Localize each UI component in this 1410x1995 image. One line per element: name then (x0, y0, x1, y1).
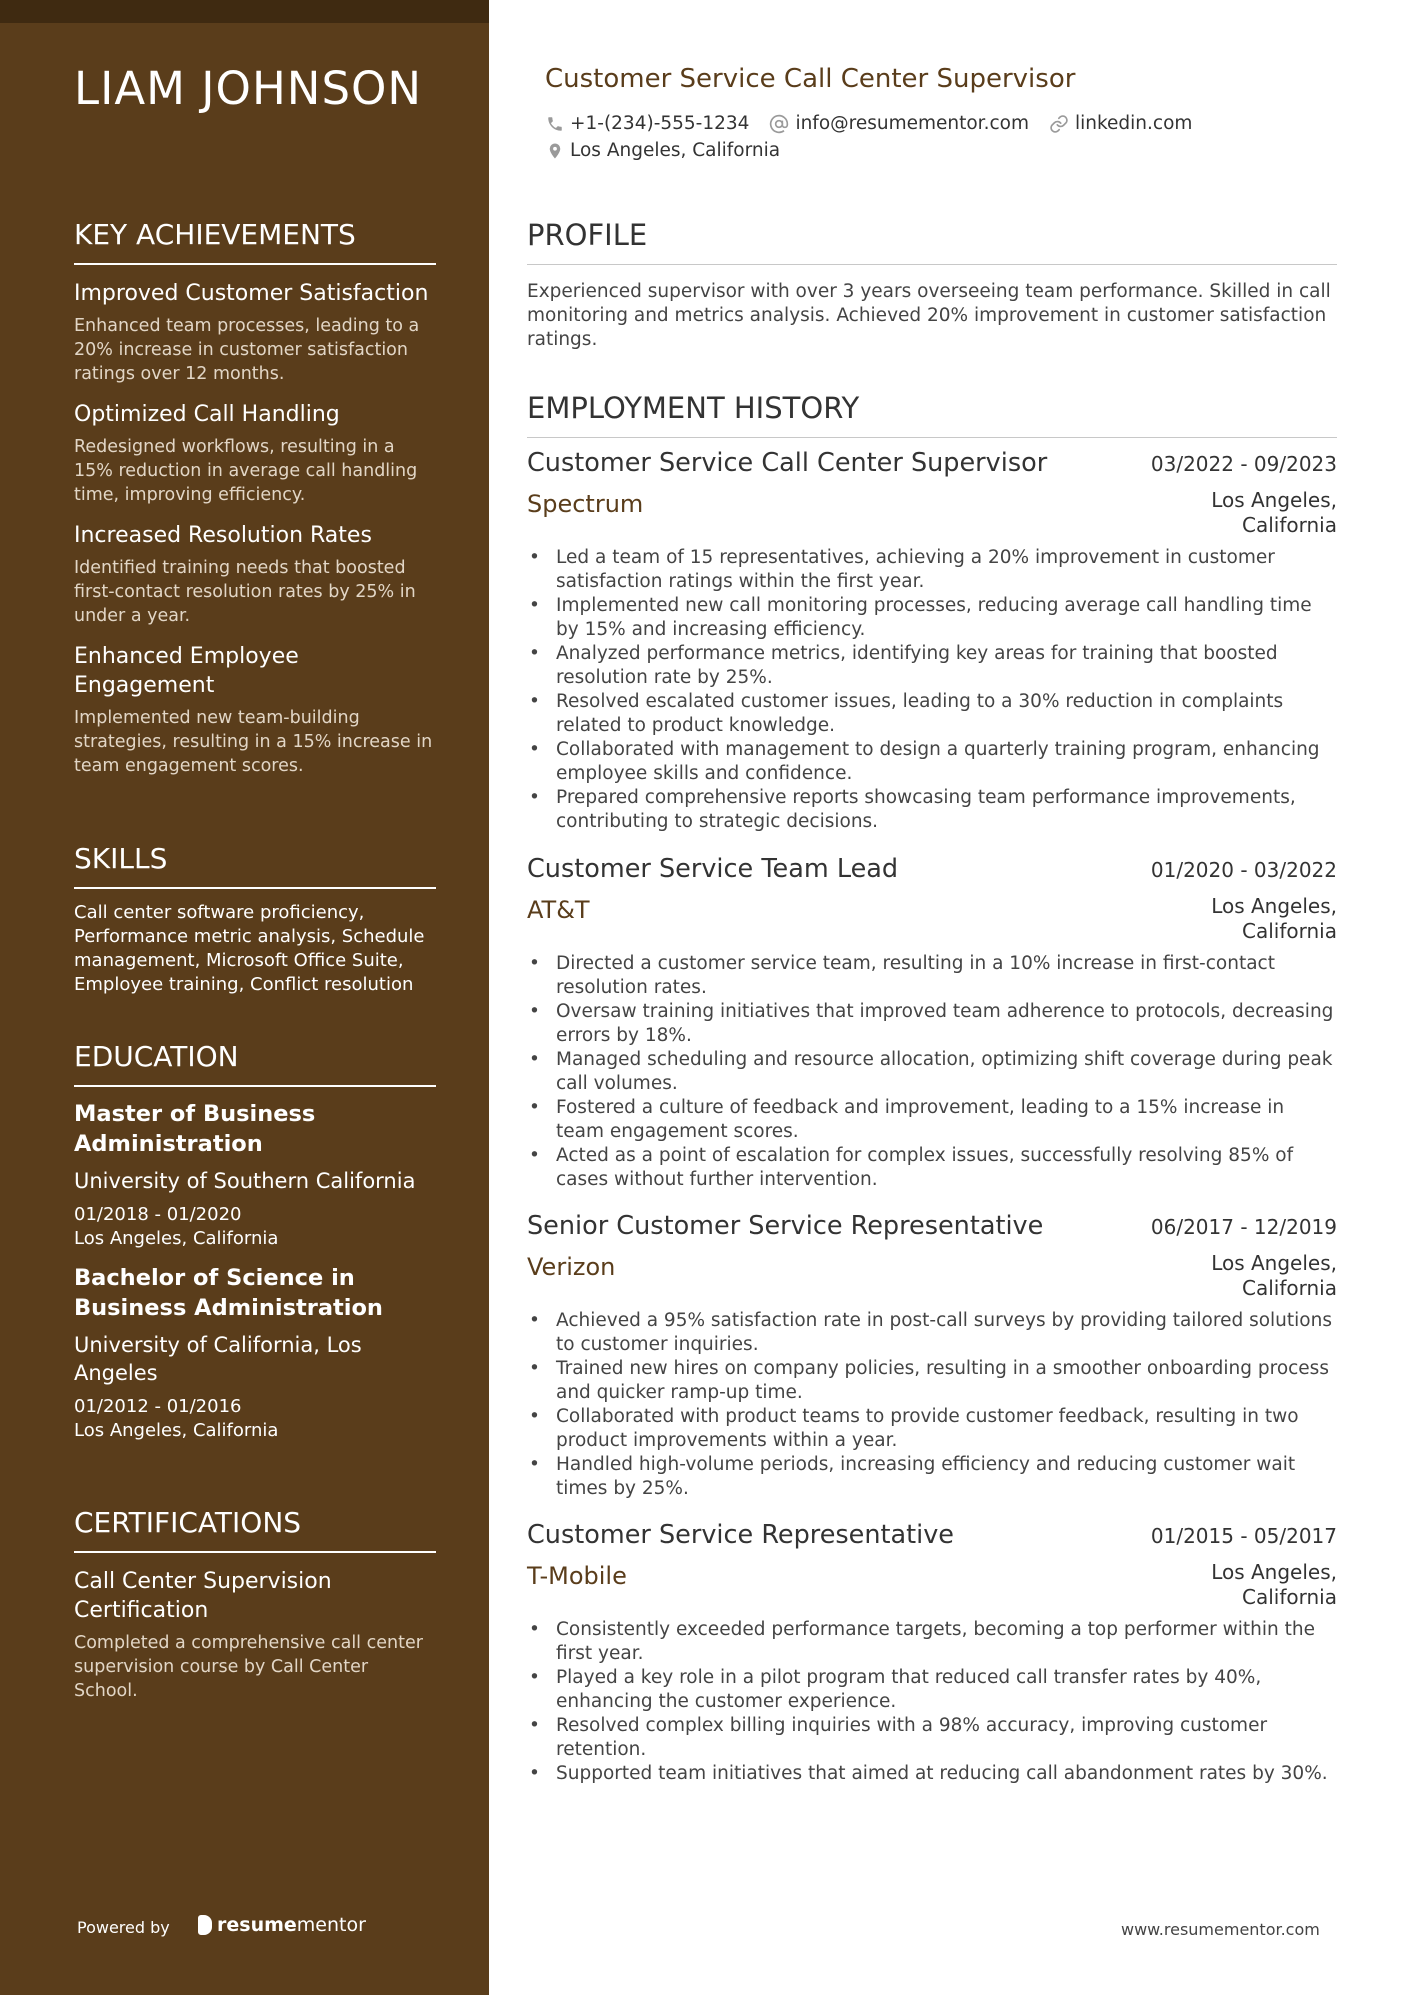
achievements-heading: KEY ACHIEVEMENTS (74, 218, 436, 265)
education-degree: Master of Business Administration (74, 1101, 316, 1157)
job-bullet: • Acted as a point of escalation for complex issues, successfully resolving 85% of cases without further intervention. (527, 1144, 1337, 1192)
certification-desc: Completed a comprehensive call center supervision course by Call Center School. (74, 1633, 423, 1701)
job-role: Customer Service Representative (527, 1520, 955, 1550)
contact-linkedin[interactable] (1049, 113, 1192, 134)
location-text: Los Angeles, California (570, 140, 781, 161)
job-bullet: • Achieved a 95% satisfaction rate in post-call surveys by providing tailored solutions to customer inquiries. (527, 1309, 1337, 1357)
job-location: Los Angeles, California (1211, 488, 1337, 537)
location-pin-icon (546, 141, 564, 161)
at-sign-icon (769, 114, 789, 134)
job-bullet: • Consistently exceeded performance targets, becoming a top performer within the first year. (527, 1618, 1337, 1666)
phone-icon (546, 115, 564, 133)
employment-heading: EMPLOYMENT HISTORY (527, 391, 1337, 438)
job-bullet: • Fostered a culture of feedback and improvement, leading to a 15% increase in team engagement scores. (527, 1096, 1337, 1144)
job-company: AT&T (527, 896, 590, 924)
skills-heading: SKILLS (74, 842, 436, 889)
job-bullet: • Directed a customer service team, resulting in a 10% increase in first-contact resolution rates. (527, 952, 1337, 1000)
education-school: University of California, Los Angeles (74, 1333, 362, 1385)
job-role: Customer Service Team Lead (527, 854, 899, 884)
achievement-title: Increased Resolution Rates (74, 523, 372, 548)
achievement-item (74, 521, 436, 628)
job-location: Los Angeles, California (1211, 894, 1337, 943)
job-company: Spectrum (527, 490, 644, 518)
job-bullet: • Collaborated with management to design a quarterly training program, enhancing employee skills and confidence. (527, 738, 1337, 786)
job-bullet: • Played a key role in a pilot program that reduced call transfer rates by 40%, enhancing the customer experience. (527, 1666, 1337, 1714)
job-entry (527, 1211, 1337, 1501)
achievements-section (74, 218, 436, 778)
education-location: Los Angeles, California (74, 1228, 279, 1249)
sidebar-top-bar (0, 0, 489, 23)
job-bullets (527, 546, 1337, 834)
link-icon (1049, 114, 1069, 134)
achievement-desc: Implemented new team-building strategies, resulting in a 15% increase in team engagement scores. (74, 708, 433, 776)
education-location: Los Angeles, California (74, 1420, 279, 1441)
job-bullet: • Handled high-volume periods, increasing efficiency and reducing customer wait times by 25%. (527, 1453, 1337, 1501)
email-text: info@resumementor.com (795, 113, 1029, 134)
job-bullet: • Resolved escalated customer issues, leading to a 30% reduction in complaints related to product knowledge. (527, 690, 1337, 738)
job-bullets (527, 1618, 1337, 1786)
contact-email[interactable] (769, 113, 1029, 134)
job-bullet: • Trained new hires on company policies, resulting in a smoother onboarding process and quicker ramp-up time. (527, 1357, 1337, 1405)
job-dates: 01/2015 - 05/2017 (1150, 1524, 1337, 1548)
job-bullet: • Supported team initiatives that aimed at reducing call abandonment rates by 30%. (527, 1762, 1337, 1786)
job-entry (527, 854, 1337, 1192)
job-bullet: • Analyzed performance metrics, identifying key areas for training that boosted resolution rate by 25%. (527, 642, 1337, 690)
profile-heading: PROFILE (527, 218, 1337, 265)
job-location: Los Angeles, California (1211, 1251, 1337, 1300)
job-role: Customer Service Call Center Supervisor (527, 448, 1048, 478)
achievement-item (74, 642, 436, 778)
job-bullet: • Implemented new call monitoring processes, reducing average call handling time by 15% and increasing efficiency. (527, 594, 1337, 642)
candidate-name: LIAM JOHNSON (74, 62, 423, 115)
education-dates: 01/2018 - 01/2020 (74, 1204, 242, 1225)
certifications-heading: CERTIFICATIONS (74, 1506, 436, 1553)
achievement-desc: Enhanced team processes, leading to a 20% increase in customer satisfaction ratings over 12 months. (74, 316, 420, 384)
certifications-section (74, 1506, 436, 1703)
education-heading: EDUCATION (74, 1040, 436, 1087)
job-company: T-Mobile (527, 1562, 627, 1590)
achievement-title: Optimized Call Handling (74, 402, 340, 427)
job-bullet: • Resolved complex billing inquiries with a 98% accuracy, improving customer retention. (527, 1714, 1337, 1762)
footer-url-link[interactable]: www.resumementor.com (1121, 1920, 1320, 1939)
contact-row-location (546, 140, 800, 161)
logo-text-bold: resume (217, 1914, 297, 1936)
job-location: Los Angeles, California (1211, 1560, 1337, 1609)
job-bullets (527, 952, 1337, 1192)
certification-item (74, 1567, 436, 1703)
achievement-title: Enhanced Employee Engagement (74, 644, 299, 698)
job-entry (527, 1520, 1337, 1786)
logo-icon (198, 1915, 212, 1935)
education-degree: Bachelor of Science in Business Administration (74, 1265, 383, 1321)
achievement-item (74, 279, 436, 386)
sidebar (0, 0, 489, 1995)
job-bullet: • Oversaw training initiatives that improved team adherence to protocols, decreasing errors by 18%. (527, 1000, 1337, 1048)
job-entry (527, 448, 1337, 834)
headline: Customer Service Call Center Supervisor (545, 64, 1076, 94)
education-section (74, 1040, 436, 1443)
certification-title: Call Center Supervision Certification (74, 1569, 332, 1623)
phone-text: +1-(234)-555-1234 (570, 113, 750, 134)
achievement-title: Improved Customer Satisfaction (74, 281, 429, 306)
contact-location (546, 140, 780, 161)
job-role: Senior Customer Service Representative (527, 1211, 1044, 1241)
job-bullet: • Led a team of 15 representatives, achieving a 20% improvement in customer satisfaction ratings within the first year. (527, 546, 1337, 594)
education-item (74, 1263, 436, 1443)
job-bullet: • Managed scheduling and resource allocation, optimizing shift coverage during peak call volumes. (527, 1048, 1337, 1096)
resumementor-logo[interactable] (198, 1914, 366, 1936)
contact-phone[interactable] (546, 113, 749, 134)
achievement-desc: Redesigned workflows, resulting in a 15% reduction in average call handling time, improving efficiency. (74, 437, 418, 505)
skills-section (74, 842, 436, 997)
achievement-desc: Identified training needs that boosted first-contact resolution rates by 25% in under a year. (74, 558, 416, 626)
education-school: University of Southern California (74, 1169, 416, 1193)
profile-text: Experienced supervisor with over 3 years overseeing team performance. Skilled in call monitoring and metrics analysis. Achieved 20% improvement in customer satisfaction ratings. (527, 281, 1331, 350)
job-bullet: • Collaborated with product teams to provide customer feedback, resulting in two product improvements within a year. (527, 1405, 1337, 1453)
job-dates: 06/2017 - 12/2019 (1150, 1215, 1337, 1239)
logo-text-rest: mentor (296, 1914, 366, 1936)
linkedin-text: linkedin.com (1074, 113, 1193, 134)
powered-by-label: Powered by (77, 1918, 170, 1937)
education-item (74, 1099, 436, 1251)
job-company: Verizon (527, 1253, 616, 1281)
skills-list: Call center software proficiency, Performance metric analysis, Schedule management, Microsoft Office Suite, Employee training, Conflict resolution (74, 902, 425, 995)
achievement-item (74, 400, 436, 507)
education-dates: 01/2012 - 01/2016 (74, 1396, 242, 1417)
job-dates: 01/2020 - 03/2022 (1150, 858, 1337, 882)
contact-row (546, 113, 1212, 134)
job-dates: 03/2022 - 09/2023 (1150, 452, 1337, 476)
job-bullet: • Prepared comprehensive reports showcasing team performance improvements, contributing to strategic decisions. (527, 786, 1337, 834)
job-bullets (527, 1309, 1337, 1501)
